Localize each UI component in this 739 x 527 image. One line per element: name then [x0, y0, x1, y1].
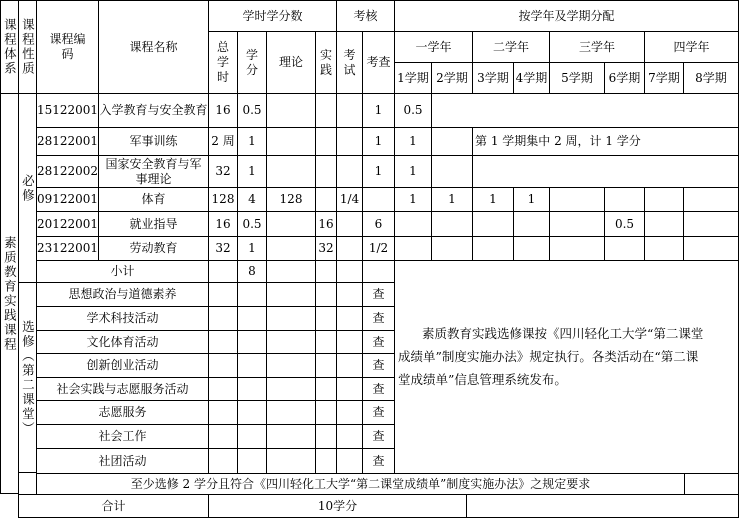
total-blank	[466, 494, 739, 518]
table-row-name: 军事训练	[98, 127, 209, 156]
elective-cell	[237, 424, 267, 449]
elective-cell	[266, 282, 316, 307]
header-total-hours: 总学时	[208, 31, 238, 94]
elective-row-name: 志愿服务	[36, 400, 209, 425]
elective-cell	[208, 353, 238, 378]
table-row-term-5	[549, 236, 605, 261]
table-row-term-note: 第 1 学期集中 2 周，计 1 学分	[472, 127, 739, 156]
elective-cell	[266, 306, 316, 331]
table-row-term-5	[549, 187, 605, 212]
header-theory: 理论	[266, 31, 316, 94]
table-row-check: 1	[362, 127, 395, 156]
table-row-name: 国家安全教育与军事理论	[98, 155, 209, 188]
table-row-practice: 32	[315, 236, 337, 261]
elective-cell	[336, 306, 363, 331]
elective-cell	[208, 377, 238, 401]
header-year-3: 三学年	[549, 31, 645, 63]
table-row-exam: 1/4	[336, 187, 363, 212]
elective-cell	[336, 282, 363, 307]
table-row-credits: 0.5	[237, 211, 267, 237]
elective-cell	[237, 282, 267, 307]
header-course-system: 课程体系	[0, 0, 19, 94]
table-row-term-6	[604, 236, 645, 261]
subtotal-practice	[315, 260, 337, 283]
elective-cell	[266, 448, 316, 474]
table-row-term-4	[513, 236, 550, 261]
table-row-term-7	[644, 187, 684, 212]
elective-note	[398, 322, 736, 391]
table-row-credits: 1	[237, 155, 267, 188]
elective-note-line: 成绩单”制度实施办法》规定执行。各类活动在“第二课	[398, 349, 699, 364]
table-row-term-2: 1	[431, 187, 473, 212]
header-term-1: 1学期	[394, 62, 432, 94]
header-exam: 考试	[336, 31, 363, 94]
elective-row-name: 社会工作	[36, 424, 209, 449]
table-row-theory	[266, 211, 316, 237]
table-row-check: 1	[362, 155, 395, 188]
table-row-exam	[336, 127, 363, 156]
header-term-8: 8学期	[683, 62, 739, 94]
table-row-term-1: 1	[394, 187, 432, 212]
table-row-term-8	[683, 236, 739, 261]
elective-requirement: 至少选修 2 学分且符合《四川轻化工大学“第二课堂成绩单”制度实施办法》之规定要求	[36, 473, 685, 495]
table-row-term-1: 0.5	[394, 93, 432, 128]
elective-cell	[336, 424, 363, 449]
elective-row-check: 查	[362, 282, 395, 307]
elective-row-name: 社会实践与志愿服务活动	[36, 377, 209, 401]
subtotal-theory	[266, 260, 316, 283]
elective-cell	[266, 353, 316, 378]
table-row-hours: 2 周	[208, 127, 238, 156]
table-row-hours: 128	[208, 187, 238, 212]
table-row-term-rest	[472, 155, 739, 188]
elective-row-check: 查	[362, 330, 395, 354]
table-row-theory	[266, 93, 316, 128]
elective-cell	[315, 282, 337, 307]
table-row-term-2	[431, 127, 473, 156]
header-term-5: 5学期	[549, 62, 605, 94]
table-row-code: 23122001	[36, 236, 99, 261]
header-term-3: 3学期	[472, 62, 514, 94]
table-row-check	[362, 187, 395, 212]
table-row-exam	[336, 236, 363, 261]
table-row-check: 1/2	[362, 236, 395, 261]
elective-cell	[336, 330, 363, 354]
elective-cell	[336, 448, 363, 474]
table-row-term-rest	[431, 93, 739, 128]
subtotal-exam	[336, 260, 363, 283]
elective-cell	[208, 330, 238, 354]
elective-cell	[208, 448, 238, 474]
elective-cell	[208, 282, 238, 307]
subtotal-credits: 8	[237, 260, 267, 283]
header-course-code: 课程编码	[36, 0, 99, 94]
table-row-check: 6	[362, 211, 395, 237]
table-row-practice: 16	[315, 211, 337, 237]
table-row-code: 28122001	[36, 127, 99, 156]
elective-label: 选修（第二课堂）	[18, 282, 37, 473]
header-year-1: 一学年	[394, 31, 473, 63]
elective-row-name: 思想政治与道德素养	[36, 282, 209, 307]
header-year-4: 四学年	[644, 31, 739, 63]
table-row-term-6: 0.5	[604, 211, 645, 237]
table-row-term-4: 1	[513, 187, 550, 212]
table-row-theory	[266, 236, 316, 261]
table-row-term-1: 1	[394, 155, 432, 188]
table-row-credits: 0.5	[237, 93, 267, 128]
elective-cell	[266, 424, 316, 449]
table-row-code: 09122001	[36, 187, 99, 212]
table-row-term-1	[394, 236, 432, 261]
elective-cell	[315, 306, 337, 331]
elective-cell	[237, 306, 267, 331]
elective-cell	[237, 448, 267, 474]
table-row-term-1	[394, 211, 432, 237]
elective-row-check: 查	[362, 424, 395, 449]
subtotal-label: 小计	[36, 260, 209, 283]
elective-cell	[208, 400, 238, 425]
table-row-practice	[315, 187, 337, 212]
elective-cell	[315, 377, 337, 401]
table-row-name: 就业指导	[98, 211, 209, 237]
elective-cell	[315, 330, 337, 354]
table-row-exam	[336, 211, 363, 237]
table-row-name: 体育	[98, 187, 209, 212]
table-row-term-3: 1	[472, 187, 514, 212]
table-row-term-7	[644, 211, 684, 237]
header-term-7: 7学期	[644, 62, 684, 94]
table-row-exam	[336, 93, 363, 128]
table-row-theory: 128	[266, 187, 316, 212]
elective-cell	[237, 330, 267, 354]
table-row-code: 15122001	[36, 93, 99, 128]
subtotal-hours	[208, 260, 238, 283]
elective-cell	[315, 353, 337, 378]
elective-note-line: 堂成绩单”信息管理系统发布。	[398, 372, 567, 387]
elective-cell	[237, 400, 267, 425]
elective-cell	[336, 353, 363, 378]
table-row-term-5	[549, 211, 605, 237]
header-practice: 实践	[315, 31, 337, 94]
table-row-term-2	[431, 236, 473, 261]
table-row-term-3	[472, 211, 514, 237]
table-row-hours: 16	[208, 211, 238, 237]
table-row-term-4	[513, 211, 550, 237]
header-check: 考查	[362, 31, 395, 94]
header-assessment: 考核	[336, 0, 395, 32]
header-hours-credits: 学时学分数	[208, 0, 337, 32]
table-row-hours: 32	[208, 236, 238, 261]
total-credits: 10学分	[208, 494, 467, 518]
header-year-2: 二学年	[472, 31, 550, 63]
table-row-name: 入学教育与安全教育	[98, 93, 209, 128]
elective-cell	[315, 448, 337, 474]
table-row-code: 20122001	[36, 211, 99, 237]
table-row-practice	[315, 93, 337, 128]
elective-row-name: 文化体育活动	[36, 330, 209, 354]
elective-cell	[237, 377, 267, 401]
elective-cell	[208, 306, 238, 331]
elective-cell	[266, 400, 316, 425]
table-row-theory	[266, 155, 316, 188]
table-row-term-1: 1	[394, 127, 432, 156]
header-credits: 学分	[237, 31, 267, 94]
elective-row-name: 学术科技活动	[36, 306, 209, 331]
table-row-credits: 1	[237, 236, 267, 261]
elective-cell	[237, 353, 267, 378]
elective-cell	[336, 377, 363, 401]
table-row-theory	[266, 127, 316, 156]
header-course-name: 课程名称	[98, 0, 209, 94]
header-term-4: 4学期	[513, 62, 550, 94]
elective-cell	[315, 400, 337, 425]
table-row-term-8	[683, 211, 739, 237]
elective-row-name: 创新创业活动	[36, 353, 209, 378]
table-row-practice	[315, 155, 337, 188]
required-label: 必修	[18, 93, 37, 283]
table-row-term-6	[604, 187, 645, 212]
elective-cell	[315, 424, 337, 449]
table-row-term-2	[431, 155, 473, 188]
elective-cell	[208, 424, 238, 449]
requirement-blank	[684, 473, 739, 495]
elective-row-check: 查	[362, 306, 395, 331]
table-row-term-2	[431, 211, 473, 237]
table-row-name: 劳动教育	[98, 236, 209, 261]
elective-row-check: 查	[362, 377, 395, 401]
table-row-term-3	[472, 236, 514, 261]
table-row-credits: 1	[237, 127, 267, 156]
table-row-term-8	[683, 187, 739, 212]
elective-row-check: 查	[362, 448, 395, 474]
header-distribution: 按学年及学期分配	[394, 0, 739, 32]
subtotal-check	[362, 260, 395, 283]
table-row-term-7	[644, 236, 684, 261]
elective-note-line: 素质教育实践选修课按《四川轻化工大学“第二课堂	[422, 326, 704, 341]
total-label: 合计	[18, 494, 209, 518]
elective-cell	[266, 330, 316, 354]
table-row-credits: 4	[237, 187, 267, 212]
elective-row-name: 社团活动	[36, 448, 209, 474]
header-course-nature: 课程性质	[18, 0, 37, 94]
table-row-hours: 32	[208, 155, 238, 188]
header-term-2: 2学期	[431, 62, 473, 94]
table-row-hours: 16	[208, 93, 238, 128]
table-row-exam	[336, 155, 363, 188]
elective-row-check: 查	[362, 400, 395, 425]
elective-cell	[266, 377, 316, 401]
elective-row-check: 查	[362, 353, 395, 378]
table-row-code: 28122002	[36, 155, 99, 188]
table-row-check: 1	[362, 93, 395, 128]
elective-cell	[336, 400, 363, 425]
header-term-6: 6学期	[604, 62, 645, 94]
category-label: 素质教育实践课程	[0, 93, 19, 494]
table-row-practice	[315, 127, 337, 156]
